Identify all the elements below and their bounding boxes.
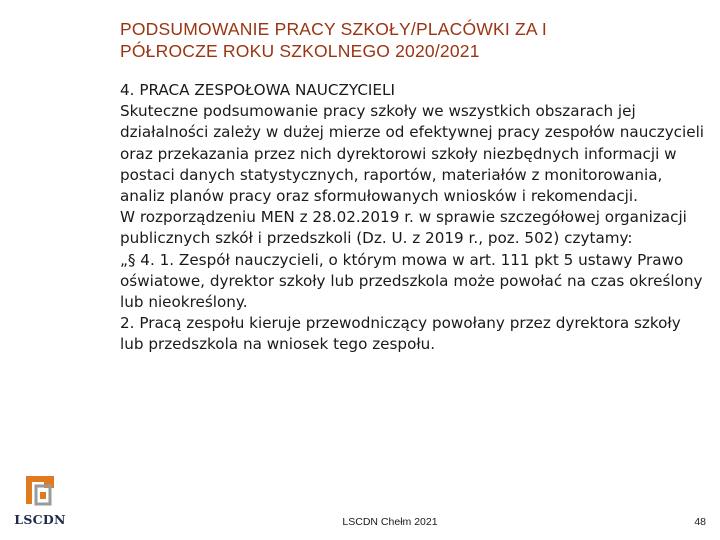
paragraph-quote-1: „§ 4. 1. Zespół nauczycieli, o którym mowa w art. 111 pkt 5 ustawy Prawo oświatowe, dyrektor szkoły lub przedszkola może powołać na czas określony lub nieokreślony. <box>120 250 703 312</box>
lscdn-logo-mark-icon <box>22 472 58 508</box>
section-heading: 4. PRACA ZESPOŁOWA NAUCZYCIELI <box>120 81 395 99</box>
slide-title-line-2: PÓŁROCZE ROKU SZKOLNEGO 2020/2021 <box>120 41 480 61</box>
paragraph-quote-2: 2. Pracą zespołu kieruje przewodniczący powołany przez dyrektora szkoły lub przedszkola na wniosek tego zespołu. <box>120 314 681 354</box>
slide-title <box>120 18 700 62</box>
slide-title-line-1: PODSUMOWANIE PRACY SZKOŁY/PLACÓWKI ZA I <box>120 19 547 39</box>
logo-text: LSCDN <box>14 512 66 527</box>
slide-body <box>120 80 705 356</box>
footer-center-text: LSCDN Chełm 2021 <box>342 516 438 528</box>
paragraph-intro: Skuteczne podsumowanie pracy szkoły we wszystkich obszarach jej działalności zależy w dużej mierze od efektywnej pracy zespołów nauczycieli oraz przekazania przez nich dyrektorowi szkoły niezbędnych informacji w postaci danych statystycznych, raportów, materiałów z monitorowania, analiz planów pracy oraz sformułowanych wniosków i rekomendacji. <box>120 102 705 206</box>
page-number: 48 <box>694 516 706 528</box>
lscdn-logo <box>6 470 74 532</box>
paragraph-regulation: W rozporządzeniu MEN z 28.02.2019 r. w sprawie szczegółowej organizacji publicznych szkół i przedszkoli (Dz. U. z 2019 r., poz. 502) czytamy: <box>120 208 687 248</box>
